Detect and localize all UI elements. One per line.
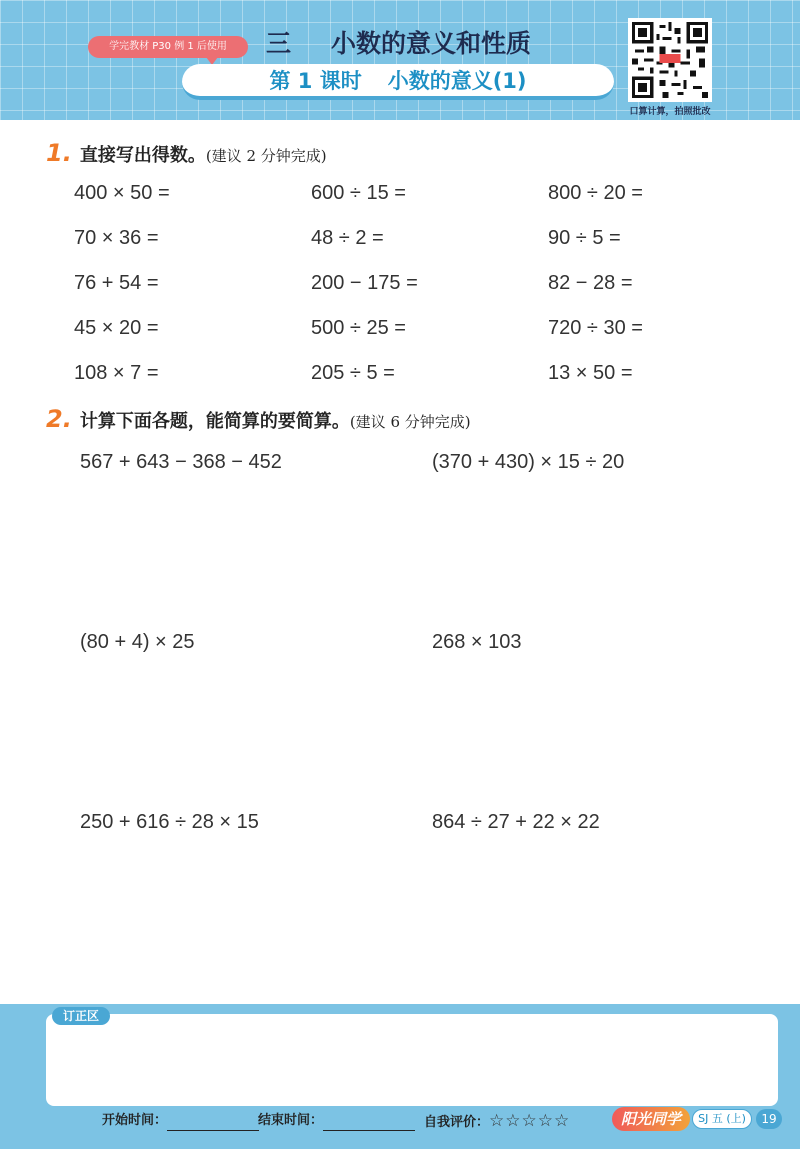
calculation-item: 864 ÷ 27 + 22 × 22: [432, 811, 600, 833]
mental-math-item: 76 + 54 =: [74, 272, 159, 294]
unit-number: 三: [266, 29, 292, 58]
star-rating-icon[interactable]: ☆☆☆☆☆: [489, 1111, 571, 1131]
mental-math-item: 600 ÷ 15 =: [311, 182, 406, 204]
grade-badge: SJ 五 (上): [692, 1109, 752, 1129]
start-time: [102, 1111, 259, 1131]
mental-math-item: 13 × 50 =: [548, 362, 633, 384]
end-time-field[interactable]: [323, 1115, 415, 1131]
unit-title: [250, 26, 570, 62]
end-time: [258, 1111, 415, 1131]
question-1-hint: (建议 2 分钟完成): [205, 147, 327, 165]
mental-math-item: 108 × 7 =: [74, 362, 159, 384]
calculation-item: (80 + 4) × 25: [80, 631, 195, 653]
question-1-heading: [46, 138, 327, 168]
question-1-title: 直接写出得数。: [79, 145, 206, 166]
question-2-title: 计算下面各题，能简算的要简算。: [79, 411, 350, 432]
self-evaluation: [424, 1111, 570, 1133]
unit-name: 小数的意义和性质: [331, 29, 532, 58]
mental-math-item: 200 − 175 =: [311, 272, 418, 294]
mental-math-item: 500 ÷ 25 =: [311, 317, 406, 339]
mental-math-item: 90 ÷ 5 =: [548, 227, 621, 249]
lesson-title: 小数的意义(1): [387, 69, 527, 93]
end-time-label: 结束时间：: [258, 1113, 324, 1128]
mental-math-grid: [74, 176, 714, 401]
start-time-label: 开始时间：: [102, 1113, 168, 1128]
question-2-heading: [46, 404, 471, 434]
lesson-number: 第 1 课时: [269, 69, 362, 93]
start-time-field[interactable]: [167, 1115, 259, 1131]
mental-math-item: 800 ÷ 20 =: [548, 182, 643, 204]
page-number: 19: [756, 1109, 782, 1129]
mental-math-item: 45 × 20 =: [74, 317, 159, 339]
calculation-item: (370 + 430) × 15 ÷ 20: [432, 451, 625, 473]
calculation-item: 268 × 103: [432, 631, 522, 653]
correction-label: 订正区: [52, 1007, 110, 1025]
brand-logo: 阳光同学: [612, 1107, 690, 1131]
self-evaluation-label: 自我评价：: [424, 1115, 490, 1130]
question-2-hint: (建议 6 分钟完成): [349, 413, 471, 431]
qr-caption: 口算计算，拍照批改: [629, 107, 711, 117]
mental-math-item: 720 ÷ 30 =: [548, 317, 643, 339]
mental-math-item: 82 − 28 =: [548, 272, 633, 294]
usage-tag: 学完教材 P30 例 1 后使用: [88, 36, 248, 58]
calculation-item: 567 + 643 − 368 − 452: [80, 451, 282, 473]
mental-math-item: 48 ÷ 2 =: [311, 227, 384, 249]
correction-box[interactable]: [46, 1014, 778, 1106]
mental-math-item: 70 × 36 =: [74, 227, 159, 249]
mental-math-item: 400 × 50 =: [74, 182, 170, 204]
question-2-number: 2.: [46, 405, 72, 433]
question-1-number: 1.: [46, 139, 72, 167]
mental-math-item: 205 ÷ 5 =: [311, 362, 395, 384]
qr-code-icon[interactable]: [628, 18, 712, 102]
calculation-item: 250 + 616 ÷ 28 × 15: [80, 811, 259, 833]
lesson-title-bar: [182, 64, 614, 100]
